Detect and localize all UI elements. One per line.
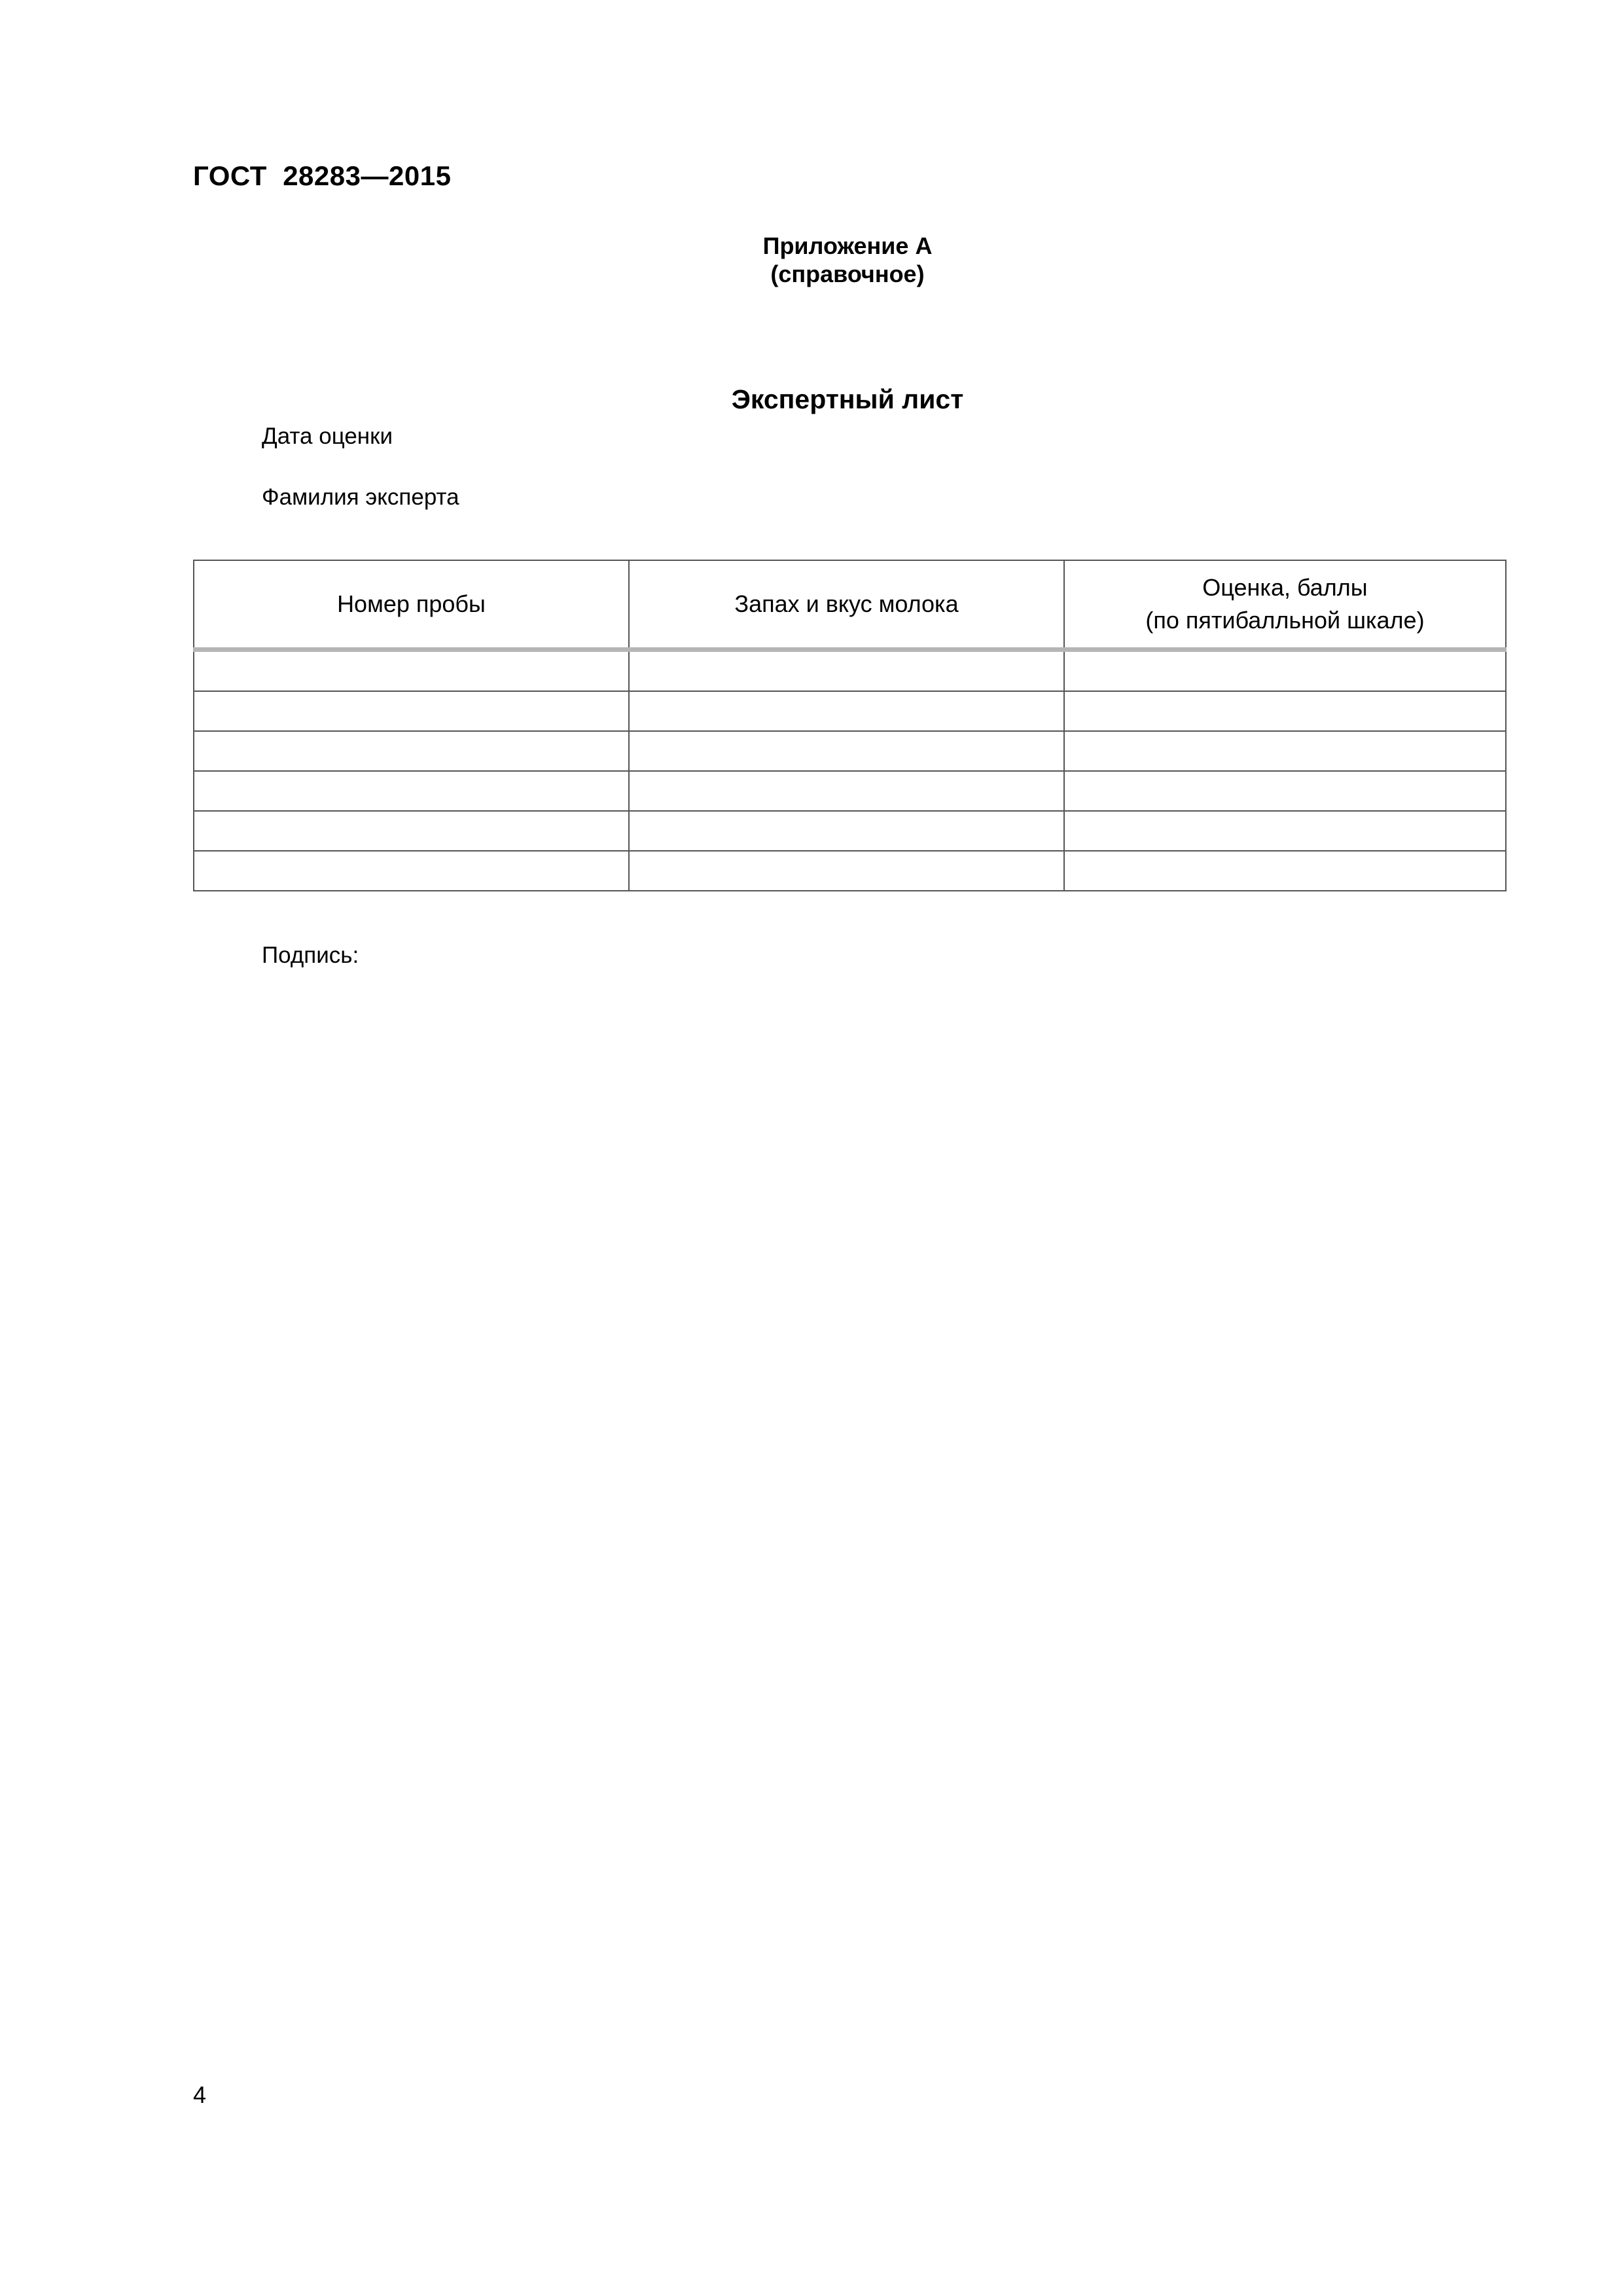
signature-label: Подпись:: [262, 942, 359, 968]
table-cell: [1064, 731, 1506, 771]
table-cell: [629, 811, 1064, 851]
table-cell: [629, 650, 1064, 692]
date-label: Дата оценки: [262, 423, 393, 449]
sheet-title: Экспертный лист: [731, 384, 964, 414]
table-cell: [1064, 650, 1506, 692]
evaluation-table: [193, 560, 1507, 891]
document-code: ГОСТ 28283—2015: [193, 160, 452, 191]
table-cell: [194, 811, 629, 851]
table-cell: [194, 731, 629, 771]
table-row: [194, 851, 1506, 891]
table-cell: [629, 731, 1064, 771]
table-cell: [629, 691, 1064, 731]
annex-title: Приложение А: [762, 232, 933, 259]
table-cell: [194, 851, 629, 891]
table-row: [194, 811, 1506, 851]
annex-subtitle: (справочное): [770, 260, 925, 287]
column-header-line: Оценка, баллы: [1202, 574, 1368, 601]
table-row: [194, 650, 1506, 692]
column-header-line: Номер пробы: [337, 590, 486, 617]
column-header-smell-taste: [629, 560, 1064, 650]
table-cell: [194, 771, 629, 811]
table-header-row: [194, 560, 1506, 650]
column-header-sample-number: [194, 560, 629, 650]
table-cell: [1064, 771, 1506, 811]
expert-name-label: Фамилия эксперта: [262, 484, 459, 510]
table-cell: [629, 851, 1064, 891]
table-cell: [1064, 691, 1506, 731]
table-cell: [1064, 811, 1506, 851]
column-header-score: [1064, 560, 1506, 650]
table-row: [194, 771, 1506, 811]
page-number: 4: [193, 2081, 207, 2108]
column-header-line: (по пятибалльной шкале): [1145, 607, 1425, 634]
table-cell: [1064, 851, 1506, 891]
column-header-line: Запах и вкус молока: [734, 590, 959, 617]
table-cell: [629, 771, 1064, 811]
table-row: [194, 691, 1506, 731]
table-row: [194, 731, 1506, 771]
table-cell: [194, 691, 629, 731]
table-cell: [194, 650, 629, 692]
